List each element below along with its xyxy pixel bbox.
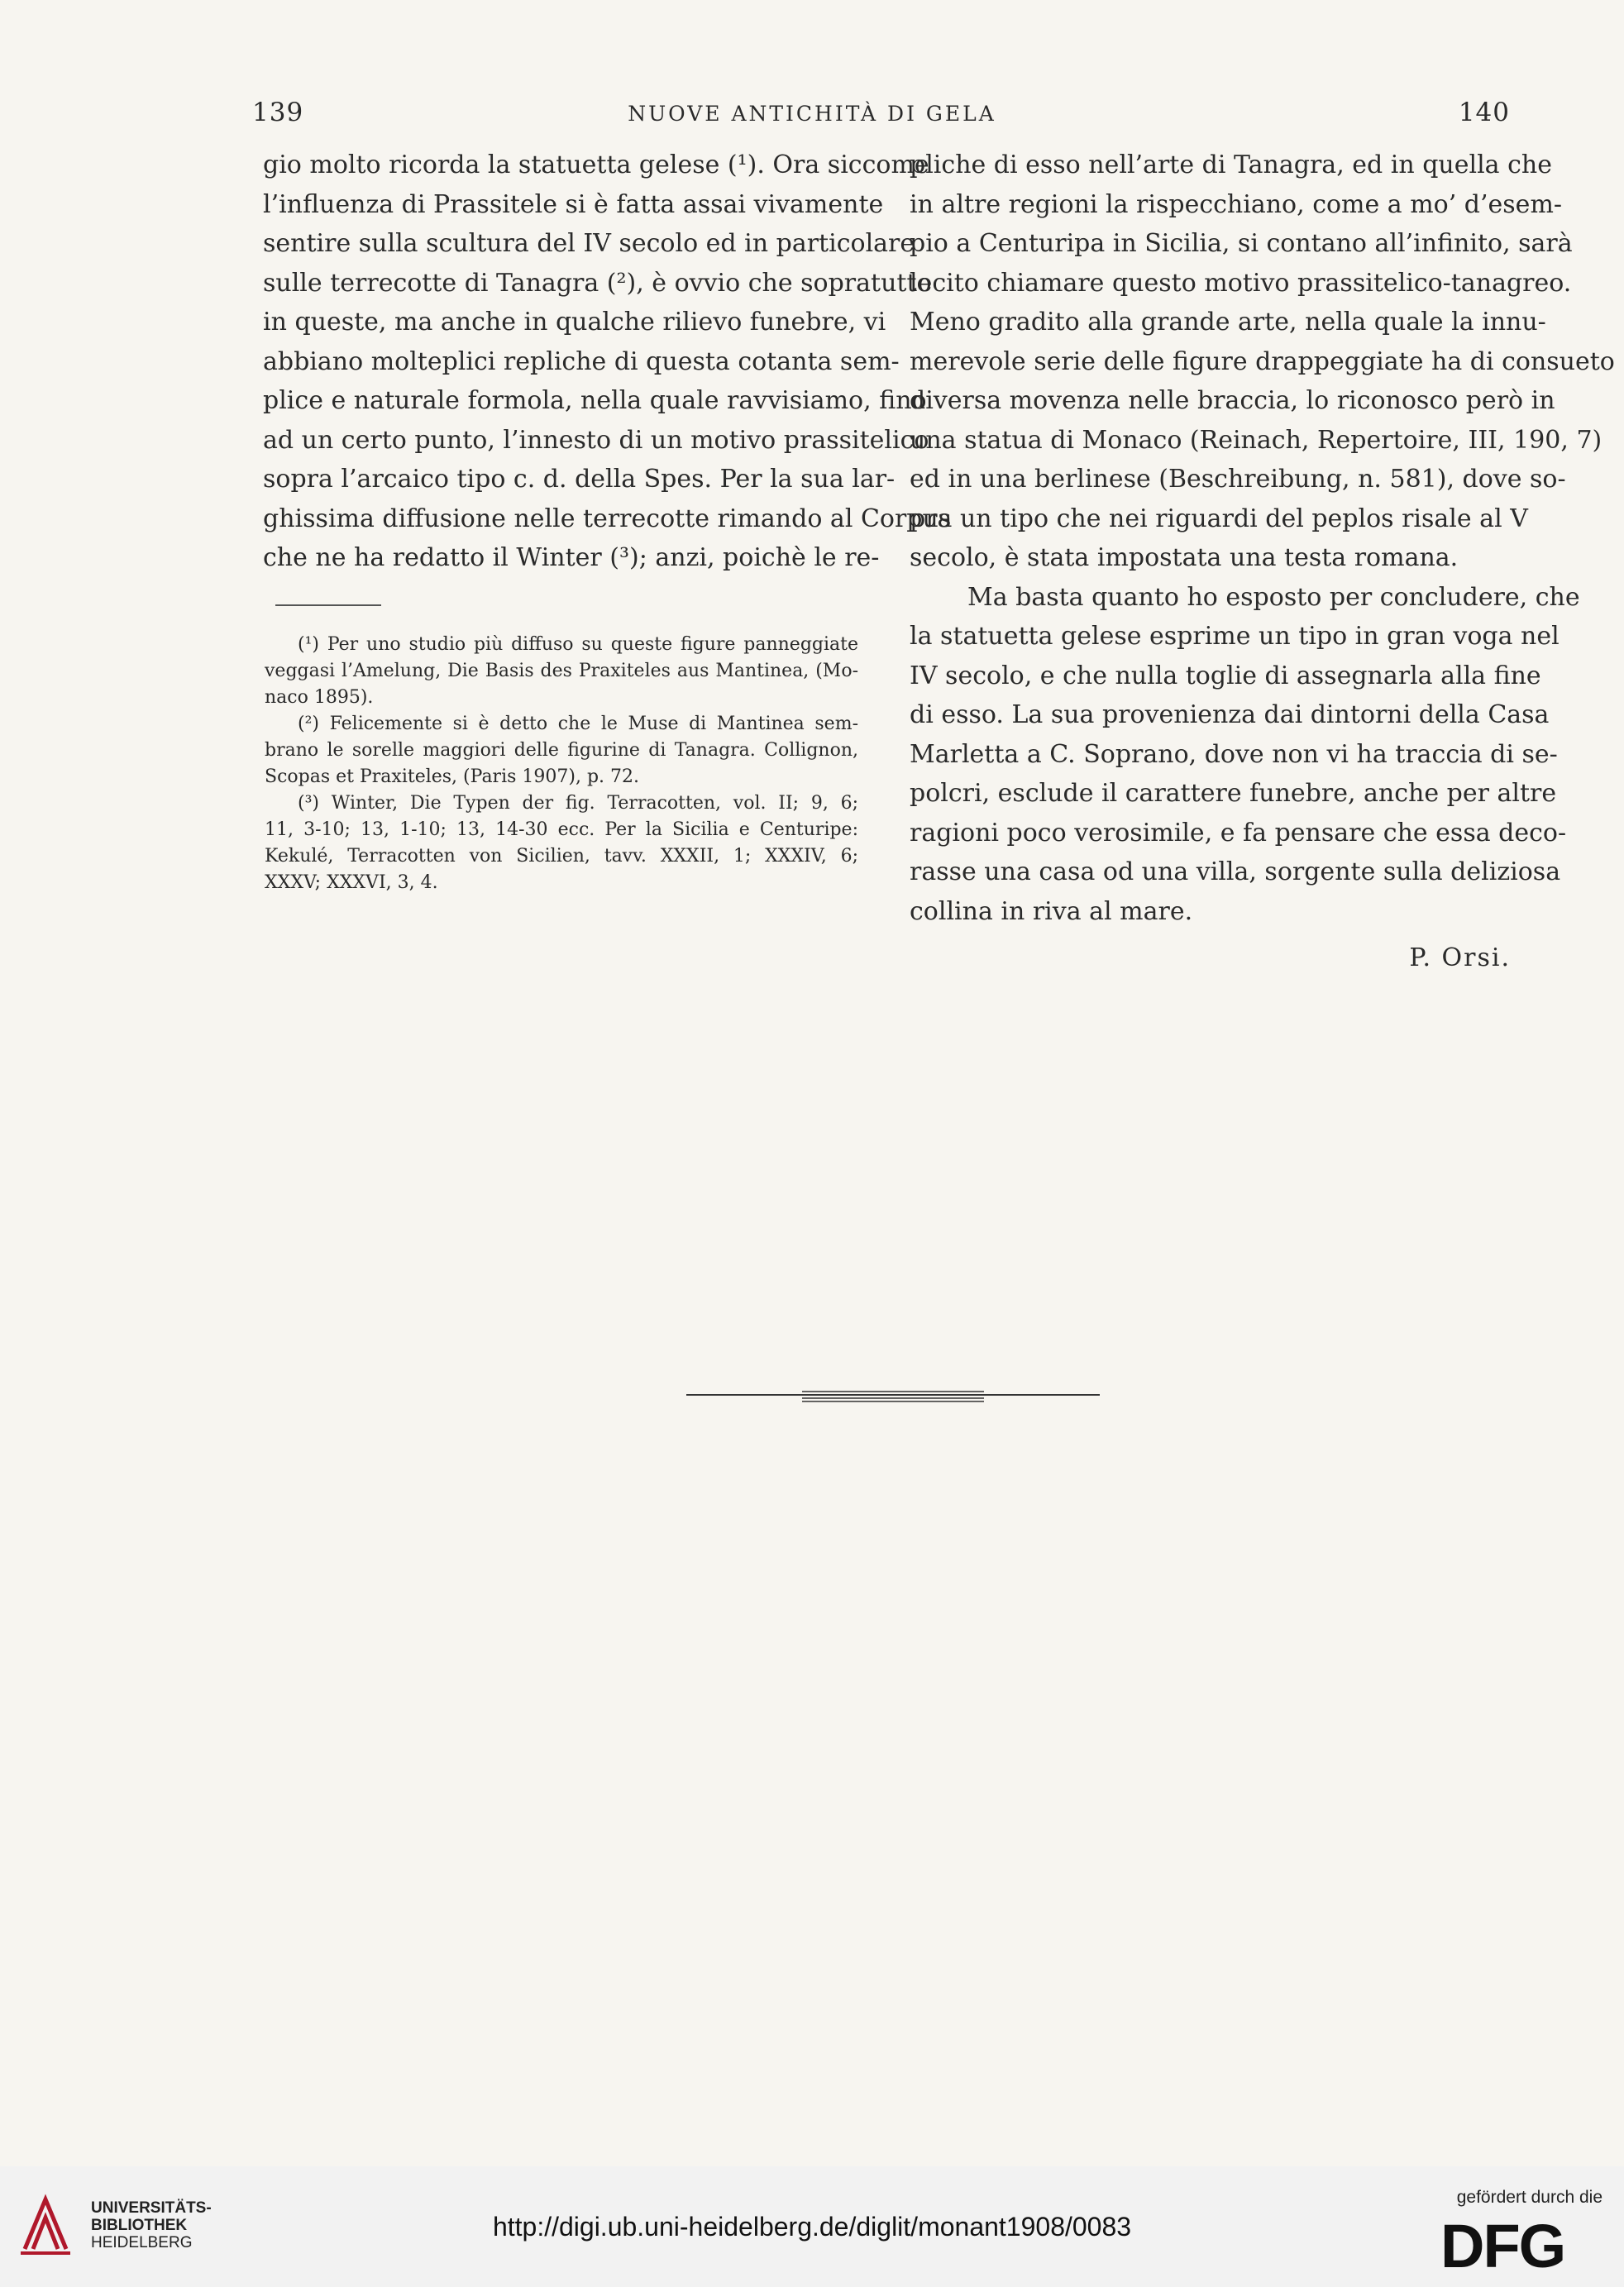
text-line: in queste, ma anche in qualche rilievo funebre, vi [263,308,886,337]
footnote-divider [275,604,381,606]
text-line: ed in una berlinese (Beschreibung, n. 581), dove so- [910,465,1566,494]
viewer-footer [0,2166,1624,2287]
text-line: in altre regioni la rispecchiano, come a mo’ d’esem- [910,189,1563,219]
funding-caption: gefördert durch die [1456,2188,1603,2207]
page-number-left: 139 [252,98,304,127]
text-line: abbiano molteplici repliche di questa cotanta sem- [263,346,900,376]
running-title: NUOVE ANTICHITÀ DI GELA [628,102,996,126]
text-line: pio a Centuripa in Sicilia, si contano all’infinito, sarà [910,229,1573,258]
text-line: collina in riva al mare. [910,896,1193,926]
library-name-line: UNIVERSITÄTS- [91,2199,212,2217]
footnote-line: Scopas et Praxiteles, (Paris 1907), p. 72. [265,766,640,787]
footnote-line: brano le sorelle maggiori delle figurine di Tanagra. Collignon, [265,740,858,761]
text-line: pra un tipo che nei riguardi del peplos risale al V [910,504,1528,533]
page-number-right: 140 [1458,98,1510,127]
left-column-text [263,146,952,578]
text-line: Marletta a C. Soprano, dove non vi ha traccia di se- [910,739,1558,769]
text-line: gio molto ricorda la statuetta gelese (¹). Ora siccome [263,150,929,179]
footnote-line: (¹) Per uno studio più diffuso su queste figure panneggiate [298,634,858,655]
text-line: pliche di esso nell’arte di Tanagra, ed in quella che [910,150,1552,179]
author-signature: P. Orsi. [1409,943,1511,972]
footnote-line: naco 1895). [265,687,374,708]
permalink-url[interactable]: http://digi.ub.uni-heidelberg.de/diglit/monant1908/0083 [492,2212,1132,2242]
footnotes [265,632,858,896]
text-line: plice e naturale formola, nella quale ravvisiamo, fino [263,386,927,415]
text-line: diversa movenza nelle braccia, lo riconosco però in [910,386,1555,415]
text-line: Ma basta quanto ho esposto per concludere, che [967,582,1580,612]
footnote-line: Kekulé, Terracotten von Sicilien, tavv. XXXII, 1; XXXIV, 6; [265,846,858,867]
text-line: ghissima diffusione nelle terrecotte rimando al Corpus [263,504,952,533]
text-line: sopra l’arcaico tipo c. d. della Spes. Per la sua lar- [263,465,896,494]
text-line: lecito chiamare questo motivo prassitelico-tanagreo. [910,268,1572,298]
footnote-line: veggasi l’Amelung, Die Basis des Praxiteles aus Mantinea, (Mo- [265,661,858,681]
text-line: che ne ha redatto il Winter (³); anzi, poichè le re- [263,543,880,572]
footnote-line: 11, 3-10; 13, 1-10; 13, 14-30 ecc. Per la Sicilia e Centuripe: [265,819,858,840]
text-line: una statua di Monaco (Reinach, Repertoire, III, 190, 7) [910,425,1603,455]
text-line: Meno gradito alla grande arte, nella quale la innu- [910,308,1546,337]
text-line: merevole serie delle figure drappeggiate ha di consueto [910,346,1615,376]
footnote-line: XXXV; XXXVI, 3, 4. [265,872,438,893]
library-name-line: BIBLIOTHEK [91,2217,188,2234]
dfg-logo-icon[interactable] [1440,2218,1598,2272]
footnote-line: (²) Felicemente si è detto che le Muse di Mantinea sem- [298,714,858,734]
library-name-line: HEIDELBERG [91,2234,193,2251]
text-line: sentire sulla scultura del IV secolo ed in particolare [263,229,915,258]
text-line: rasse una casa od una villa, sorgente sulla deliziosa [910,857,1561,886]
text-line: ragioni poco verosimile, e fa pensare che essa deco- [910,818,1567,847]
text-line: di esso. La sua provenienza dai dintorni della Casa [910,700,1550,729]
text-line: sulle terrecotte di Tanagra (²), è ovvio che sopratutto [263,268,932,298]
text-line: secolo, è stata impostata una testa romana. [910,543,1459,572]
text-line: ad un certo punto, l’innesto di un motivo prassitelico [263,425,929,455]
right-column-text [910,146,1615,931]
text-line: IV secolo, e che nulla toglie di assegnarla alla fine [910,661,1541,690]
text-line: l’influenza di Prassitele si è fatta assai vivamente [263,189,884,219]
text-line: polcri, esclude il carattere funebre, anche per altre [910,779,1557,808]
footnote-line: (³) Winter, Die Typen der fig. Terracotten, vol. II; 9, 6; [298,793,858,814]
text-line: la statuetta gelese esprime un tipo in gran voga nel [910,622,1560,651]
end-rule-ornament [686,1385,1100,1410]
dfg-logo-text: DFG [1440,2218,1565,2272]
